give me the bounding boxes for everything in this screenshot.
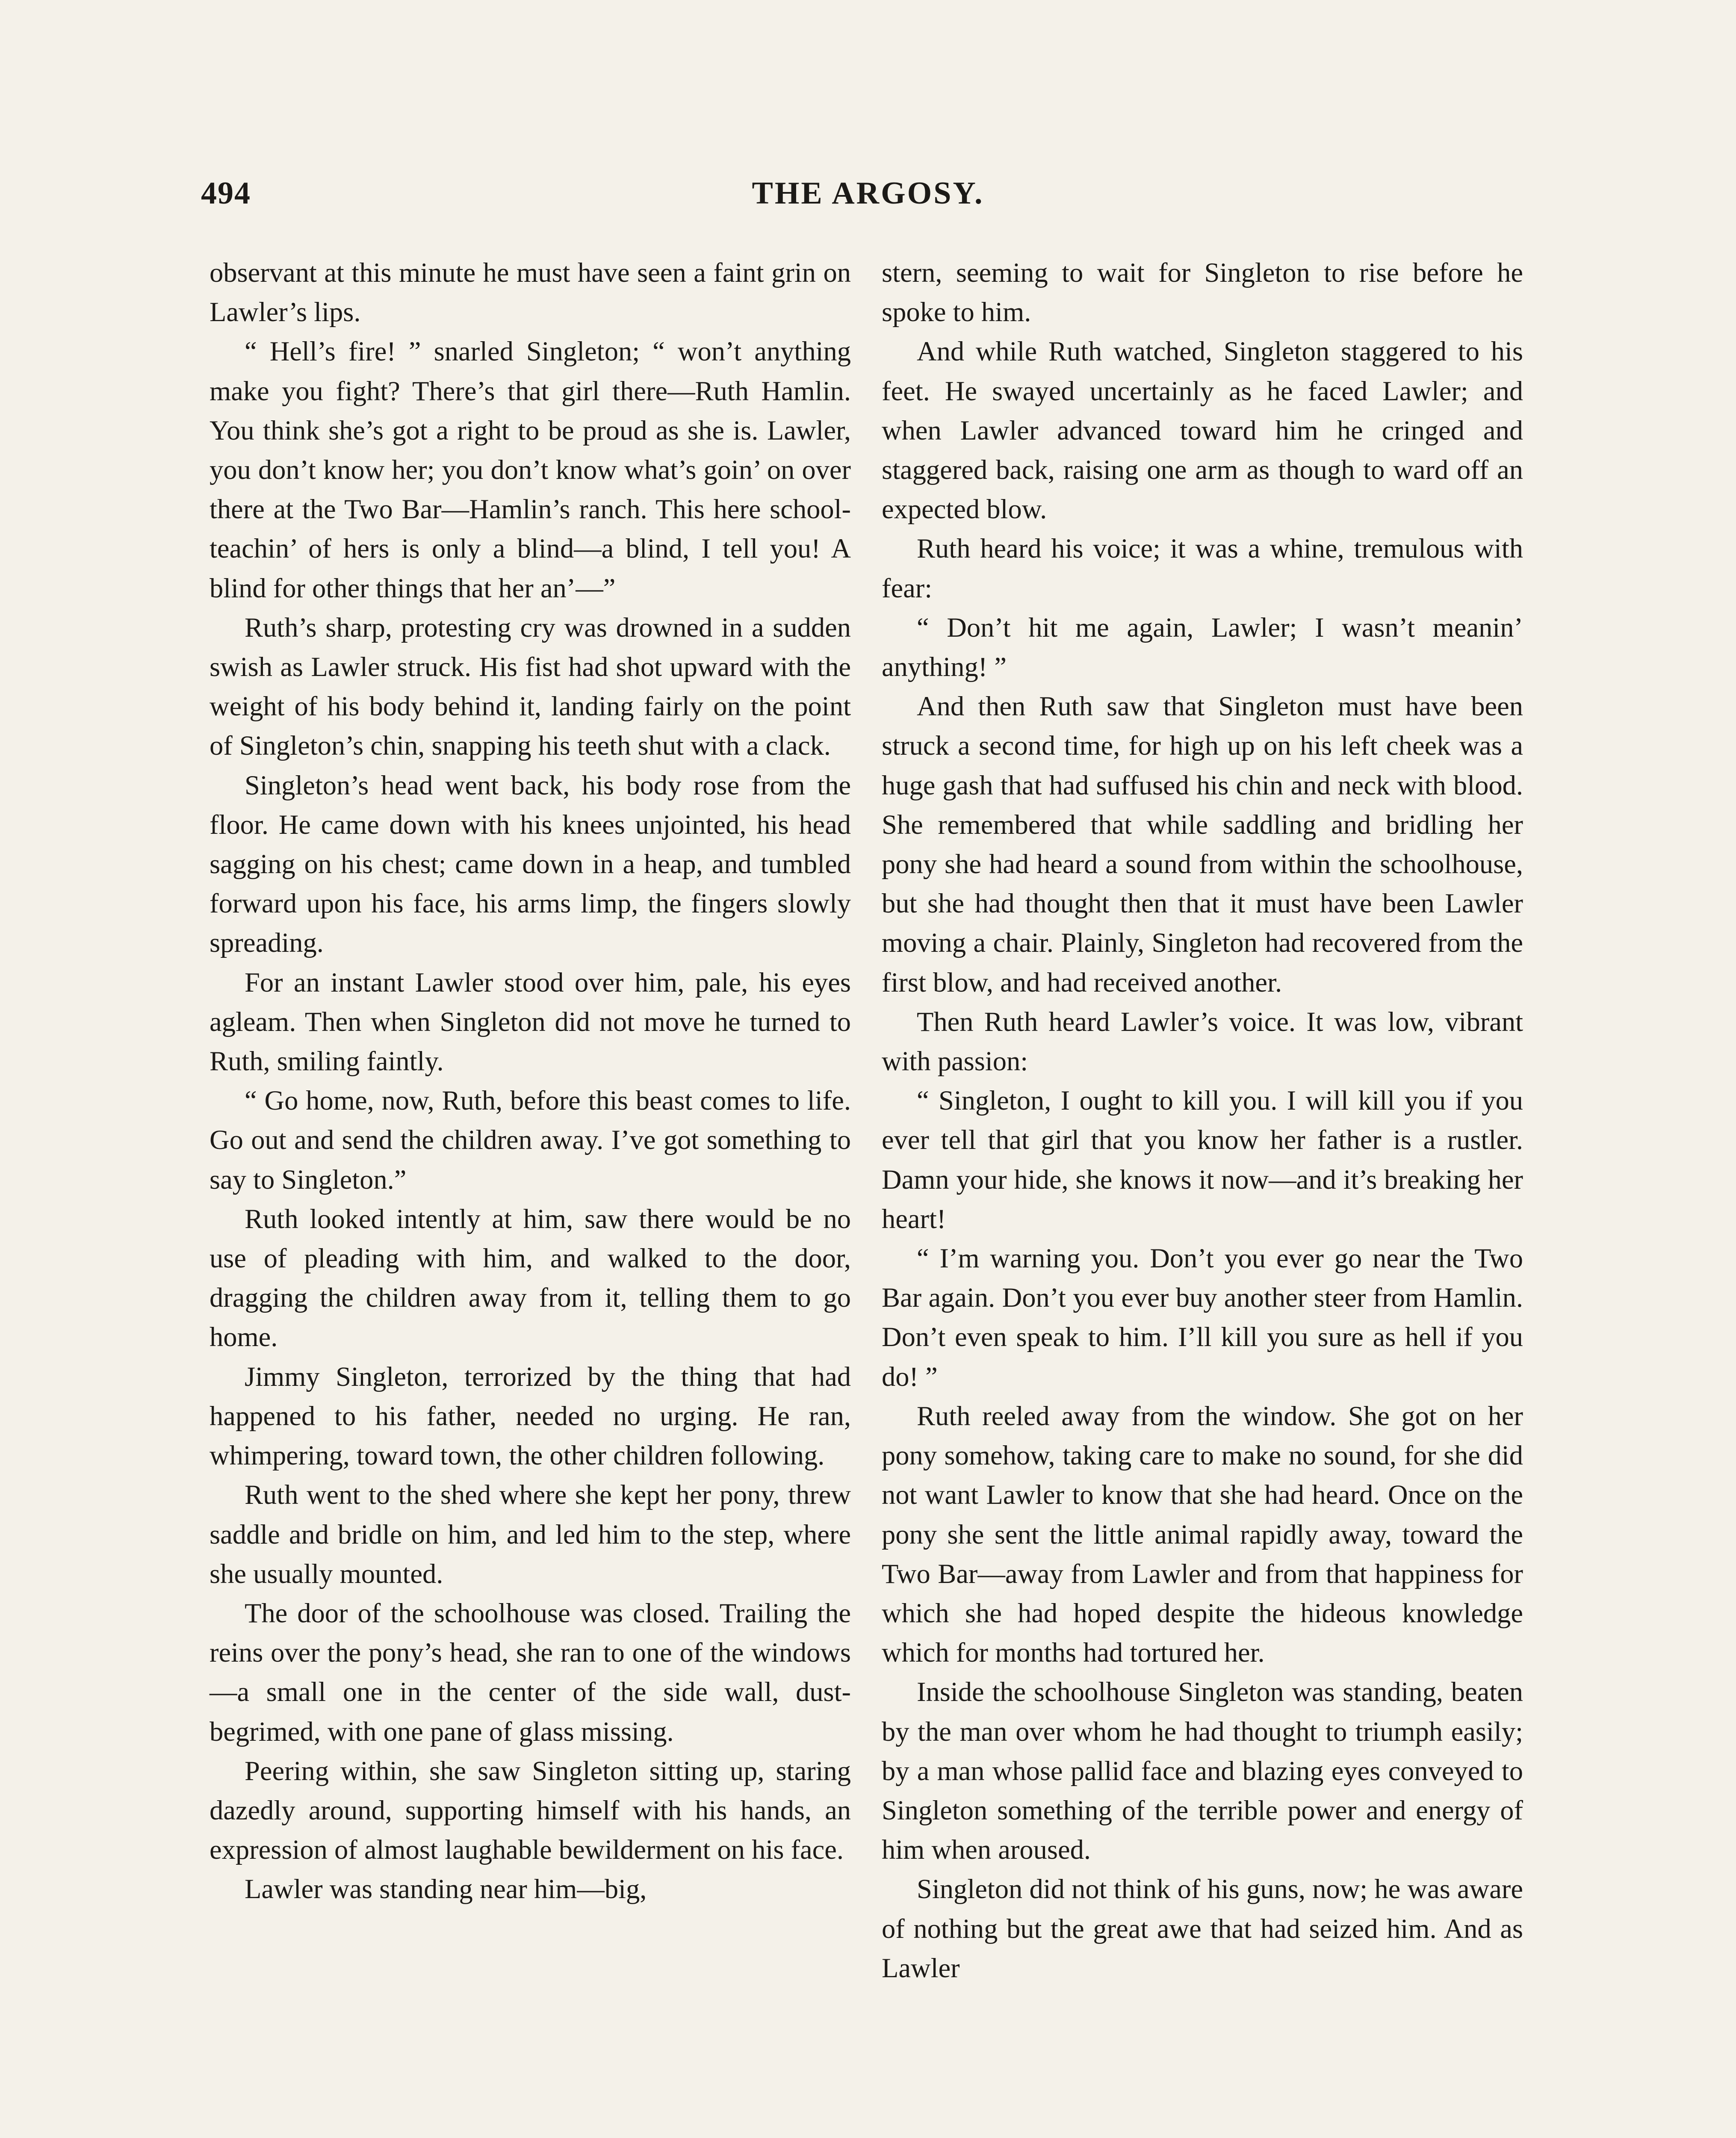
running-head: THE ARGOSY. <box>752 176 984 211</box>
paragraph: Jimmy Singleton, terrorized by the thing that had happened to his father, needed no urging. He ran, whimpering, toward town, the other children following. <box>210 1361 851 1471</box>
paragraph: “ Don’t hit me again, Lawler; I wasn’t meanin’ anything! ” <box>882 612 1523 682</box>
paragraph: And then Ruth saw that Singleton must have been struck a second time, for high up on his left cheek was a huge gash that had suffused his chin and neck with blood. She remembered that while saddling and bridling her pony she had heard a sound from within the schoolhouse, but she had thought then that it must have been Lawler moving a chair. Plainly, Singleton had recovered from the first blow, and had received another. <box>882 691 1523 998</box>
paragraph: “ I’m warning you. Don’t you ever go near the Two Bar again. Don’t you ever buy another steer from Hamlin. Don’t even speak to him. I’ll kill you sure as hell if you do! ” <box>882 1243 1523 1392</box>
paragraph: Singleton’s head went back, his body rose from the floor. He came down with his knees unjointed, his head sagging on his chest; came down in a heap, and tumbled forward upon his face, his arms limp, the fingers slowly spreading. <box>210 770 851 958</box>
paragraph: “ Singleton, I ought to kill you. I will kill you if you ever tell that girl that you know her father is a rustler. Damn your hide, she knows it now—and it’s breaking her heart! <box>882 1085 1523 1234</box>
right-column <box>882 253 1523 1988</box>
paragraph: The door of the schoolhouse was closed. Trailing the reins over the pony’s head, she ran to one of the windows—a small one in the center of the side wall, dust-begrimed, with one pane of glass missing. <box>210 1598 851 1747</box>
paragraph: Ruth went to the shed where she kept her pony, threw saddle and bridle on him, and led him to the step, where she usually mounted. <box>210 1479 851 1589</box>
paragraph: Inside the schoolhouse Singleton was standing, beaten by the man over whom he had thought to triumph easily; by a man whose pallid face and blazing eyes conveyed to Singleton something of the terrible power and energy of him when aroused. <box>882 1677 1523 1865</box>
paragraph: observant at this minute he must have seen a faint grin on Lawler’s lips. <box>210 257 851 328</box>
paragraph: “ Hell’s fire! ” snarled Singleton; “ won’t anything make you fight? There’s that girl there—Ruth Hamlin. You think she’s got a right to be proud as she is. Lawler, you don’t know her; you don’t know what’s goin’ on over there at the Two Bar—Hamlin’s ranch. This here school-teachin’ of hers is only a blind—a blind, I tell you! A blind for other things that her an’—” <box>210 336 851 603</box>
paragraph: Peering within, she saw Singleton sitting up, staring dazedly around, supporting himself with his hands, an expression of almost laughable bewilderment on his face. <box>210 1755 851 1865</box>
paragraph: Ruth reeled away from the window. She got on her pony somehow, taking care to make no sound, for she did not want Lawler to know that she had heard. Once on the pony she sent the little animal rapidly away, toward the Two Bar—away from Lawler and from that happiness for which she had hoped despite the hideous knowledge which for months had tortured her. <box>882 1400 1523 1668</box>
page-header <box>0 175 1736 222</box>
paragraph: stern, seeming to wait for Singleton to rise before he spoke to him. <box>882 257 1523 328</box>
paragraph: Ruth looked intently at him, saw there would be no use of pleading with him, and walked to the door, dragging the children away from it, telling them to go home. <box>210 1203 851 1352</box>
paragraph: Then Ruth heard Lawler’s voice. It was low, vibrant with passion: <box>882 1006 1523 1077</box>
paragraph: Ruth heard his voice; it was a whine, tremulous with fear: <box>882 533 1523 603</box>
paragraph: Singleton did not think of his guns, now; he was aware of nothing but the great awe that had seized him. And as Lawler <box>882 1874 1523 1983</box>
paragraph: “ Go home, now, Ruth, before this beast comes to life. Go out and send the children away. I’ve got something to say to Singleton.” <box>210 1085 851 1195</box>
paragraph: And while Ruth watched, Singleton staggered to his feet. He swayed uncertainly as he faced Lawler; and when Lawler advanced toward him he cringed and staggered back, raising one arm as though to ward off an expected blow. <box>882 336 1523 525</box>
paragraph: Ruth’s sharp, protesting cry was drowned in a sudden swish as Lawler struck. His fist had shot upward with the weight of his body behind it, landing fairly on the point of Singleton’s chin, snapping his teeth shut with a clack. <box>210 612 851 761</box>
paragraph: Lawler was standing near him—big, <box>245 1874 647 1905</box>
page-number: 494 <box>201 176 251 211</box>
paragraph: For an instant Lawler stood over him, pale, his eyes agleam. Then when Singleton did not move he turned to Ruth, smiling faintly. <box>210 967 851 1077</box>
left-column <box>210 253 851 1909</box>
